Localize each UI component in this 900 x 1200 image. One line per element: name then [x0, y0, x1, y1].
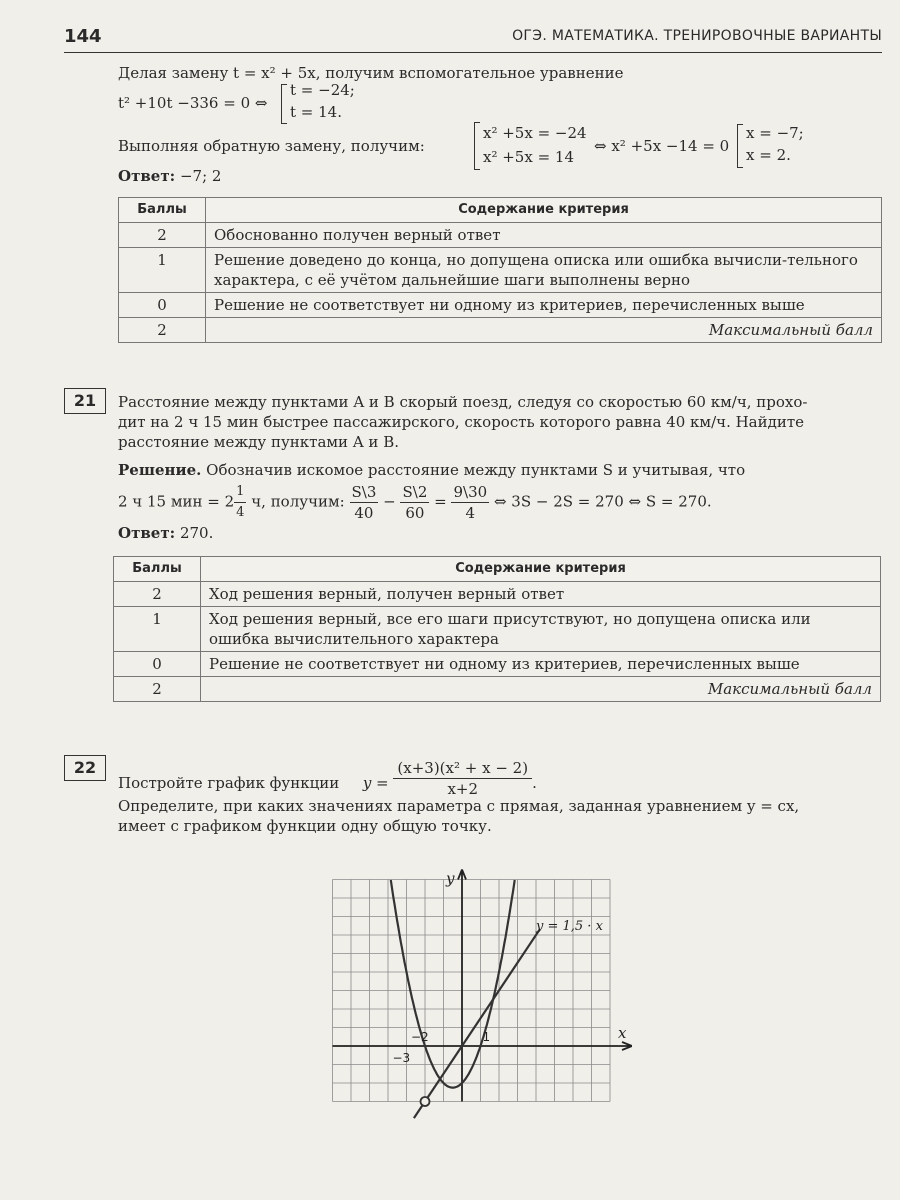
- line-label: y = 1,5 · x: [536, 918, 603, 934]
- function-graph: [312, 848, 632, 1148]
- answer-20: [118, 166, 221, 186]
- table-row: [119, 223, 882, 248]
- fraction-denominator: 4: [465, 504, 476, 522]
- col-content-header: Содержание критерия: [201, 557, 881, 582]
- fraction-denominator: x+2: [447, 780, 479, 798]
- table-row-max: [114, 677, 881, 702]
- row-points: 0: [119, 293, 206, 318]
- solution-text: Обозначив искомое расстояние между пунктами S и учитывая, что: [206, 461, 746, 479]
- max-points: 2: [119, 318, 206, 343]
- answer-label: Ответ:: [118, 524, 176, 542]
- max-points: 2: [114, 677, 201, 702]
- solution-mid: ч, получим:: [251, 492, 345, 511]
- max-label: Максимальный балл: [201, 677, 881, 702]
- fraction-numerator: 1: [234, 482, 246, 503]
- fraction-denominator: 4: [236, 505, 245, 520]
- fraction-numerator: (x+3)(x² + x − 2): [393, 758, 532, 779]
- aux-roots: [290, 79, 355, 123]
- fraction-numerator: 9\30: [453, 483, 488, 501]
- back-sub-eq-2: x² +5x = 14: [483, 148, 575, 166]
- table-row-max: [119, 318, 882, 343]
- task21-solution-line1: [118, 460, 745, 480]
- back-sub-system: [483, 121, 587, 169]
- statement-line: Расстояние между пунктами A и B скорый поезд, следуя со скоростью 60 км/ч, прохо-: [118, 393, 808, 411]
- tick-label-1: 1: [482, 1030, 491, 1044]
- statement-prefix: Постройте график функции: [118, 774, 340, 792]
- line-y-1-5x: [414, 929, 540, 1118]
- x-axis-label: x: [618, 1024, 627, 1042]
- fraction-denominator: 60: [405, 504, 425, 522]
- task21-solution-line2: 2 ч 15 мин = 2 $\frac{1}{4}$ ч, получим: $\frac{S\backslash 3}{40}$ − $\frac{S\backslash 2}{60}$ = $\frac{9\backslash 30}{4}$ ⇔ 3S − 2S = 270 ⇔ S = 270.: [118, 483, 712, 522]
- back-sub-root-1: x = −7;: [746, 124, 804, 142]
- y-axis: [458, 870, 466, 1102]
- row-text: Ход решения верный, все его шаги присутствуют, но допущена описка или ошибка вычислительного характера: [201, 607, 881, 652]
- aux-root-2: t = 14.: [290, 103, 342, 121]
- answer-21: [118, 523, 213, 543]
- back-sub-roots: [746, 122, 804, 166]
- statement-line: расстояние между пунктами A и B.: [118, 433, 399, 451]
- fraction-s3-40: [350, 482, 379, 523]
- back-sub-middle: ⇔ x² +5x −14 = 0: [594, 137, 730, 155]
- task-number-21: 21: [64, 388, 106, 414]
- task-number-22: 22: [64, 755, 106, 781]
- row-text: Решение не соответствует ни одному из критериев, перечисленных выше: [201, 652, 881, 677]
- row-text: Решение доведено до конца, но допущена описка или ошибка вычисли-тельного характера, с её учётом дальнейшие шаги выполнены верно: [206, 248, 882, 293]
- fraction-numerator: S\3: [351, 483, 377, 501]
- tick-label-minus2: −2: [411, 1030, 429, 1044]
- fraction-9-4: [451, 482, 489, 523]
- table-row: [114, 652, 881, 677]
- table-row: [114, 607, 881, 652]
- back-sub-bracket: [474, 122, 480, 170]
- col-content-header: Содержание критерия: [206, 198, 882, 223]
- criteria-table-20: [118, 197, 882, 343]
- table-row: [114, 582, 881, 607]
- row-points: 1: [119, 248, 206, 293]
- back-sub-root-2: x = 2.: [746, 146, 791, 164]
- table-row: [119, 293, 882, 318]
- answer-label: Ответ:: [118, 167, 176, 185]
- back-sub-roots-bracket: [737, 124, 743, 168]
- header-rule: [64, 52, 882, 53]
- mixed-number-fraction: [234, 482, 246, 523]
- row-points: 0: [114, 652, 201, 677]
- solution-tail: ⇔ 3S − 2S = 270 ⇔ S = 270.: [493, 492, 712, 511]
- task22-statement-line3: имеет с графиком функции одну общую точку.: [118, 817, 492, 835]
- task22-statement-line2: Определите, при каких значениях параметра c прямая, заданная уравнением y = cx,: [118, 797, 800, 815]
- task21-statement: [118, 392, 807, 452]
- tick-label-minus3: −3: [392, 1051, 411, 1065]
- aux-bracket: [281, 84, 287, 124]
- row-points: 2: [114, 582, 201, 607]
- page-header: [64, 22, 882, 52]
- col-points-header: Баллы: [119, 198, 206, 223]
- criteria-table-21: [113, 556, 881, 702]
- statement-line: дит на 2 ч 15 мин быстрее пассажирского, скорость которого равна 40 км/ч. Найдите: [118, 413, 805, 431]
- y-axis-label: y: [446, 869, 455, 888]
- row-text: Решение не соответствует ни одному из критериев, перечисленных выше: [206, 293, 882, 318]
- fraction-s2-60: [400, 482, 429, 523]
- solution-label: Решение.: [118, 461, 202, 479]
- page-number: 144: [64, 26, 102, 47]
- fraction-numerator: S\2: [402, 483, 428, 501]
- col-points-header: Баллы: [114, 557, 201, 582]
- back-sub-eq-1: x² +5x = −24: [483, 124, 587, 142]
- max-label: Максимальный балл: [206, 318, 882, 343]
- answer-value: 270.: [179, 524, 214, 542]
- mixed-number-whole: 2 ч 15 мин = 2: [118, 492, 235, 511]
- function-fraction: [393, 758, 532, 799]
- substitution-text: Делая замену t = x² + 5x, получим вспомогательное уравнение: [118, 64, 624, 82]
- function-lhs: y =: [362, 774, 389, 792]
- row-text: Ход решения верный, получен верный ответ: [201, 582, 881, 607]
- answer-value: −7; 2: [179, 167, 222, 185]
- task22-statement-line1: Постройте график функции y = $\frac{\text{(x+3)(x² + x − 2)}}{x+2}$ .: [118, 759, 537, 798]
- punctured-point: [421, 1097, 430, 1106]
- back-sub-label: Выполняя обратную замену, получим:: [118, 137, 425, 155]
- fraction-denominator: 40: [354, 504, 374, 522]
- graph-axes: [333, 870, 633, 1102]
- row-text: Обоснованно получен верный ответ: [206, 223, 882, 248]
- aux-root-1: t = −24;: [290, 81, 355, 99]
- running-title: ОГЭ. МАТЕМАТИКА. ТРЕНИРОВОЧНЫЕ ВАРИАНТЫ: [512, 28, 882, 44]
- aux-equation: t² +10t −336 = 0 ⇔: [118, 94, 268, 112]
- table-row: [119, 248, 882, 293]
- row-points: 2: [119, 223, 206, 248]
- row-points: 1: [114, 607, 201, 652]
